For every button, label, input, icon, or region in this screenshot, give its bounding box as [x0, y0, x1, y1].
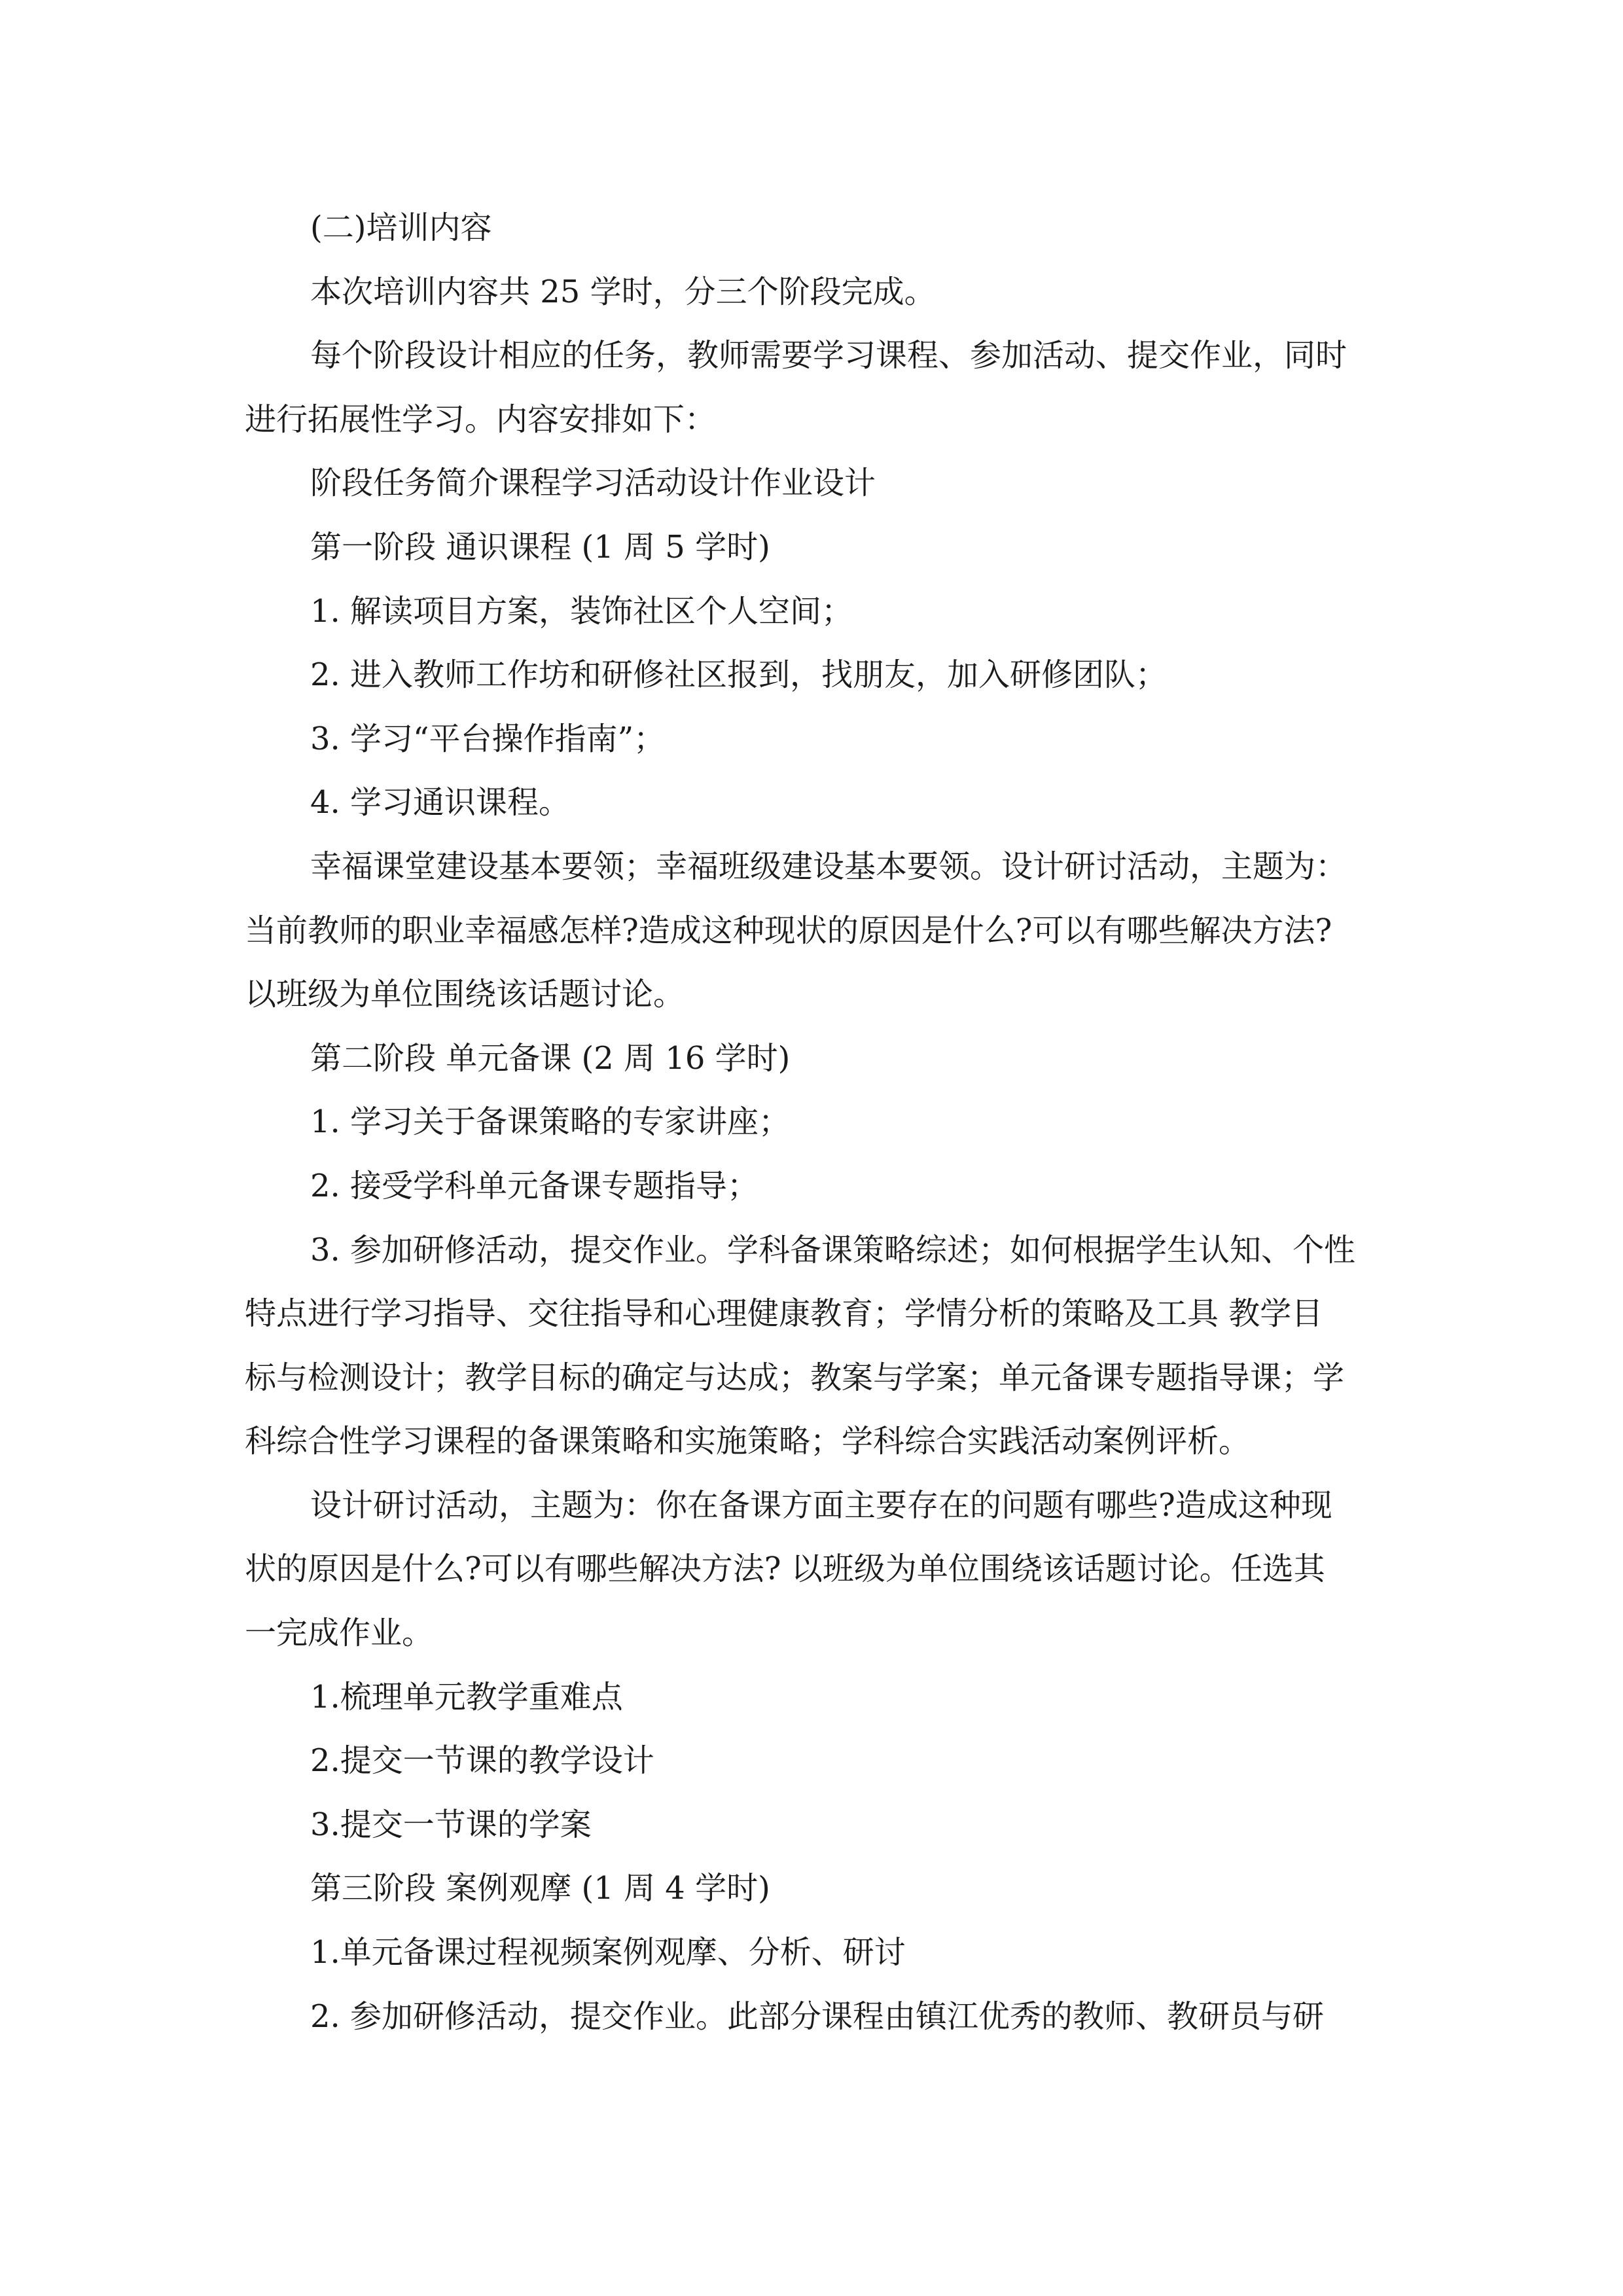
paragraph-line: 一完成作业。 [245, 1615, 434, 1652]
paragraph-line: 幸福课堂建设基本要领；幸福班级建设基本要领。设计研讨活动，主题为： [310, 848, 1347, 885]
list-item: 2. 进入教师工作坊和研修社区报到，找朋友，加入研修团队； [310, 656, 1168, 694]
section-heading-training-content: (二)培训内容 [310, 209, 492, 246]
list-item: 1. 学习关于备课策略的专家讲座； [310, 1103, 791, 1141]
paragraph-line: 特点进行学习指导、交往指导和心理健康教育；学情分析的策略及工具 教学目 [245, 1295, 1323, 1333]
list-item: 2. 接受学科单元备课专题指导； [310, 1167, 759, 1204]
list-item: 1. 解读项目方案，装饰社区个人空间； [310, 592, 853, 630]
list-item: 1.单元备课过程视频案例观摩、分析、研讨 [310, 1934, 906, 1971]
list-item: 4. 学习通识课程。 [310, 784, 571, 821]
list-item: 2.提交一节课的教学设计 [310, 1742, 654, 1780]
paragraph-line: 设计研讨活动，主题为：你在备课方面主要存在的问题有哪些?造成这种现 [310, 1486, 1332, 1524]
paragraph-line: 以班级为单位围绕该话题讨论。 [245, 976, 685, 1013]
paragraph-line: 科综合性学习课程的备课策略和实施策略；学科综合实践活动案例评析。 [245, 1423, 1251, 1460]
paragraph-line: 标与检测设计；教学目标的确定与达成；教案与学案；单元备课专题指导课；学 [245, 1359, 1345, 1396]
paragraph-line: 进行拓展性学习。内容安排如下： [245, 401, 717, 438]
list-item: 3. 学习“平台操作指南”； [310, 720, 666, 757]
paragraph-line: 本次培训内容共 25 学时，分三个阶段完成。 [310, 273, 936, 310]
stage-heading-3: 第三阶段 案例观摩 (1 周 4 学时) [310, 1870, 770, 1907]
list-item: 2. 参加研修活动，提交作业。此部分课程由镇江优秀的教师、教研员与研 [310, 1998, 1325, 2035]
stage-heading-2: 第二阶段 单元备课 (2 周 16 学时) [310, 1039, 791, 1077]
paragraph-line: 每个阶段设计相应的任务，教师需要学习课程、参加活动、提交作业，同时 [310, 337, 1347, 374]
document-body [245, 196, 1383, 2049]
list-item: 3. 参加研修活动，提交作业。学科备课策略综述；如何根据学生认知、个性 [310, 1231, 1356, 1268]
paragraph-line: 状的原因是什么?可以有哪些解决方法? 以班级为单位围绕该话题讨论。任选其 [245, 1551, 1325, 1588]
list-item: 1.梳理单元教学重难点 [310, 1678, 623, 1715]
list-item: 3.提交一节课的学案 [310, 1806, 592, 1843]
stage-heading-1: 第一阶段 通识课程 (1 周 5 学时) [310, 528, 770, 565]
paragraph-line: 阶段任务简介课程学习活动设计作业设计 [310, 465, 876, 502]
paragraph-line: 当前教师的职业幸福感怎样?造成这种现状的原因是什么?可以有哪些解决方法? [245, 912, 1332, 949]
